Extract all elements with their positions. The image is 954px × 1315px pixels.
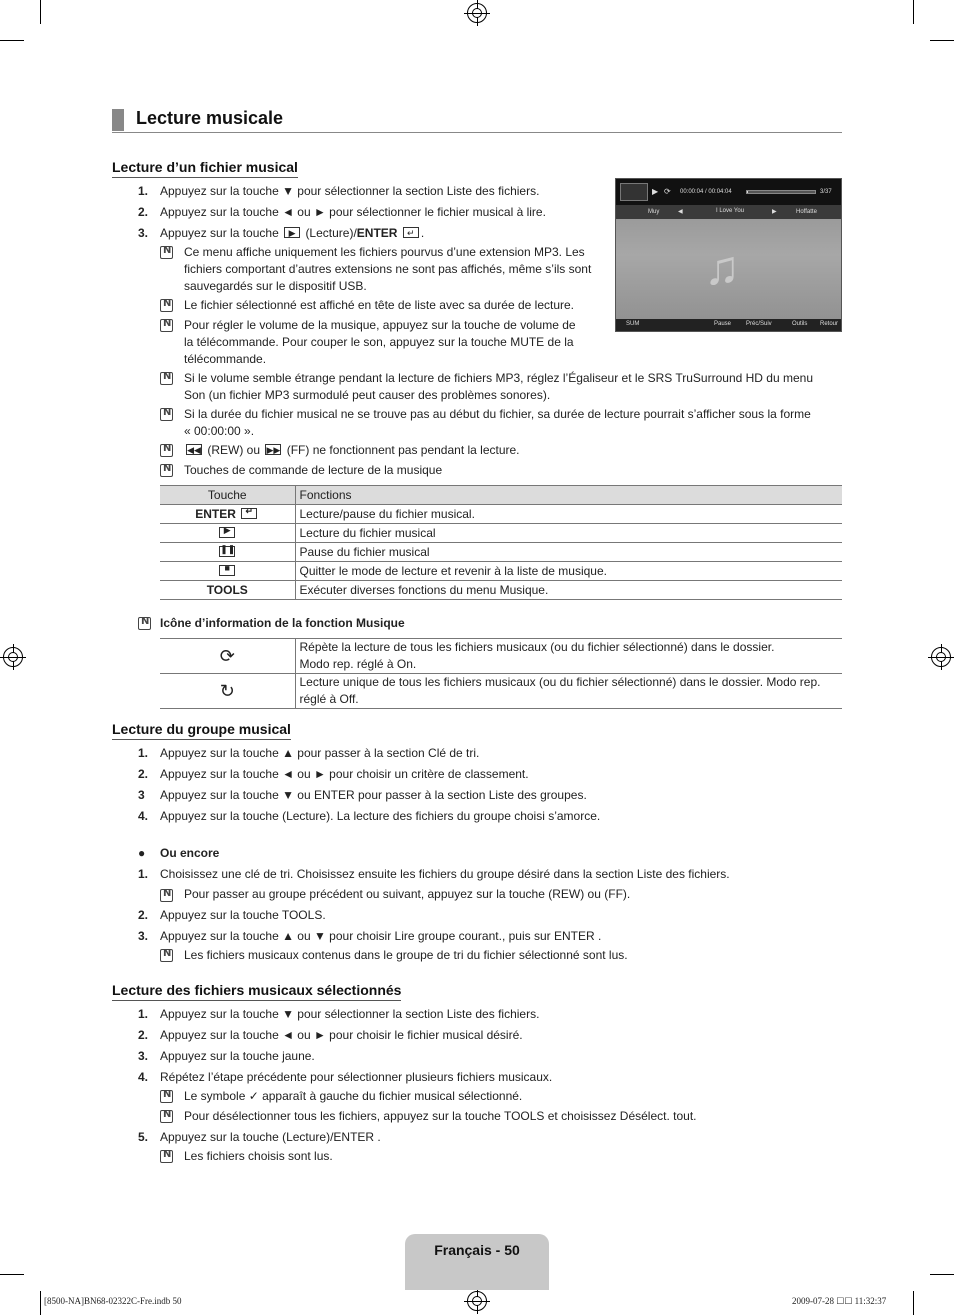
step-text: Appuyez sur la touche (Lecture)/ENTER . xyxy=(160,1130,381,1144)
repeat-icon: ⟳ xyxy=(664,187,671,196)
note-text: Pour régler le volume de la musique, appuyez sur la touche de volume de la télécommande. Pour couper le son, appuyez sur la touche MUTE de la télécommande. xyxy=(184,318,576,366)
enter-key-icon: ↵ xyxy=(403,227,419,238)
title-bar-marker xyxy=(112,109,124,131)
track-index: 3/37 xyxy=(820,189,832,195)
step-text: Appuyez sur la touche (Lecture). La lecture des fichiers du groupe choisi s’amorce. xyxy=(160,809,601,823)
registration-mark-icon xyxy=(467,1291,487,1311)
page-title xyxy=(112,108,842,133)
registration-mark-icon xyxy=(467,3,487,23)
step-number: 2. xyxy=(138,767,149,781)
step-text: Appuyez sur la touche ◄ ou ► pour choisir le fichier musical désiré. xyxy=(160,1028,523,1042)
note-text: Le fichier sélectionné est affiché en tête de liste avec sa durée de lecture. xyxy=(184,298,575,312)
note-icon xyxy=(160,372,173,385)
note-text: Ce menu affiche uniquement les fichiers pourvus d’une extension MP3. Les fichiers comportant d’autres extensions ne sont pas affichés, même s’ils sont sauvegardés sur le dispositif USB. xyxy=(184,245,592,293)
play-key-icon: ▶ xyxy=(219,527,235,538)
page-number: Français - 50 xyxy=(434,1242,520,1258)
enter-key-icon: ↵ xyxy=(241,508,257,519)
table-header: Fonctions xyxy=(295,486,842,505)
note-icon xyxy=(160,246,173,259)
icon-info-table xyxy=(160,638,842,709)
stop-key-icon: ■ xyxy=(219,565,235,576)
table-row xyxy=(160,524,842,543)
alt-title: Ou encore xyxy=(160,846,220,860)
music-note-icon: ♫ xyxy=(704,242,740,295)
play-icon: ▶ xyxy=(652,187,659,196)
play-key-icon: ▶ xyxy=(284,227,300,238)
current-track: I Love You xyxy=(716,208,745,214)
note-text: Les fichiers musicaux contenus dans le groupe de tri du fichier sélectionné sont lus. xyxy=(184,948,628,962)
prev-next-control: Préc/Suiv xyxy=(746,321,772,327)
step-number: 2. xyxy=(138,1028,149,1042)
music-player-screenshot xyxy=(615,178,842,332)
prev-track: Muy xyxy=(648,209,660,215)
crop-mark xyxy=(40,0,41,24)
page-title-text: Lecture musicale xyxy=(136,108,284,128)
note-icon xyxy=(160,464,173,477)
step-number: 1. xyxy=(138,1007,149,1021)
table-row xyxy=(160,562,842,581)
bullet-icon: ● xyxy=(138,846,146,860)
note-icon xyxy=(160,1090,173,1103)
return-control: Retour xyxy=(820,321,839,327)
step-text: Appuyez sur la touche TOOLS. xyxy=(160,908,326,922)
next-arrow-icon: ▶ xyxy=(772,209,777,215)
step-text: Appuyez sur la touche ▼ pour sélectionner la section Liste des fichiers. xyxy=(160,184,540,198)
crop-mark xyxy=(930,40,954,41)
step-number: 1. xyxy=(138,746,149,760)
crop-mark xyxy=(40,1291,41,1315)
player-top-bar xyxy=(616,179,841,205)
crop-mark xyxy=(913,1291,914,1315)
playback-time: 00:00:04 / 00:04:04 xyxy=(680,189,732,195)
crop-mark xyxy=(0,40,24,41)
registration-mark-icon xyxy=(3,647,23,667)
step-text: Appuyez sur la touche ◄ ou ► pour choisir un critère de classement. xyxy=(160,767,529,781)
note-icon xyxy=(160,1110,173,1123)
table-row xyxy=(160,581,842,600)
step-number: 1. xyxy=(138,184,149,198)
step-number: 3. xyxy=(138,929,149,943)
table-row xyxy=(160,639,842,674)
table-cell: Exécuter diverses fonctions du menu Musique. xyxy=(295,581,842,600)
player-control-bar xyxy=(616,319,841,331)
step-number: 3 xyxy=(138,788,145,802)
fast-forward-key-icon: ▶▶ xyxy=(266,445,281,455)
step-number: 4. xyxy=(138,809,149,823)
step-text: Appuyez sur la touche ▼ ou ENTER pour passer à la section Liste des groupes. xyxy=(160,788,587,802)
step-number: 3. xyxy=(138,226,149,240)
note-text: Pour passer au groupe précédent ou suivant, appuyez sur la touche (REW) ou (FF). xyxy=(184,887,631,901)
section-title-play-selected: Lecture des fichiers musicaux sélectionnés xyxy=(112,982,401,1001)
note-text: Touches de commande de lecture de la musique xyxy=(184,463,443,477)
note-icon xyxy=(160,319,173,332)
crop-mark xyxy=(930,1274,954,1275)
progress-bar xyxy=(746,190,816,194)
step-number: 2. xyxy=(138,205,149,219)
note-icon xyxy=(160,1150,173,1163)
table-cell: Pause du fichier musical xyxy=(295,543,842,562)
table-cell: ENTER ↵ xyxy=(160,505,295,524)
pause-key-icon: ❚❚ xyxy=(219,546,235,557)
note-icon xyxy=(138,617,151,630)
step-text: Appuyez sur la touche jaune. xyxy=(160,1049,315,1063)
print-slug-left: [8500-NA]BN68-02322C-Fre.indb 50 xyxy=(44,1296,182,1306)
table-row xyxy=(160,543,842,562)
step-text: Appuyez sur la touche ▲ pour passer à la section Clé de tri. xyxy=(160,746,480,760)
next-track: Hoffatte xyxy=(796,209,817,215)
note-text: Pour désélectionner tous les fichiers, appuyez sur la touche TOOLS et choisissez Désélect. tout. xyxy=(184,1109,697,1123)
table-cell: Quitter le mode de lecture et revenir à la liste de musique. xyxy=(295,562,842,581)
note-text: Si le volume semble étrange pendant la lecture de fichiers MP3, réglez l’Égaliseur et le SRS TruSurround HD du menu Son (un fichier MP3 surmodulé peut causer des problèmes sonores). xyxy=(184,371,813,402)
table-cell: TOOLS xyxy=(160,581,295,600)
note-text: ◀◀ (REW) ou ▶▶ (FF) ne fonctionnent pas pendant la lecture. xyxy=(187,443,520,457)
table-cell: Répète la lecture de tous les fichiers musicaux (ou du fichier sélectionné) dans le dossier. Modo rep. réglé à On. xyxy=(295,639,842,674)
crop-mark xyxy=(913,0,914,24)
repeat-all-icon: ⟳ xyxy=(160,639,295,674)
note-icon xyxy=(160,444,173,457)
step-text: Appuyez sur la touche ◄ ou ► pour sélectionner le fichier musical à lire. xyxy=(160,205,546,219)
page-number-tab xyxy=(405,1234,549,1290)
rewind-key-icon: ◀◀ xyxy=(187,445,201,455)
step-number: 2. xyxy=(138,908,149,922)
device-label: SUM xyxy=(626,321,640,327)
section-title-play-group: Lecture du groupe musical xyxy=(112,721,291,740)
album-art xyxy=(620,183,648,201)
registration-mark-icon xyxy=(931,647,951,667)
step-number: 5. xyxy=(138,1130,149,1144)
step-text: Appuyez sur la touche ▲ ou ▼ pour choisir Lire groupe courant., puis sur ENTER . xyxy=(160,929,602,943)
note-text: Les fichiers choisis sont lus. xyxy=(184,1149,333,1163)
table-cell: Lecture unique de tous les fichiers musicaux (ou du fichier sélectionné) dans le dossier. Modo rep. réglé à Off. xyxy=(295,674,842,709)
crop-mark xyxy=(0,1274,24,1275)
step-text: Appuyez sur la touche ▶ (Lecture)/ENTER ↵ . xyxy=(160,226,425,240)
icon-info-title: Icône d’information de la fonction Musique xyxy=(160,616,405,630)
table-cell: Lecture du fichier musical xyxy=(295,524,842,543)
step-number: 4. xyxy=(138,1070,149,1084)
table-row xyxy=(160,505,842,524)
repeat-one-icon: ↻ xyxy=(160,674,295,709)
note-icon xyxy=(160,949,173,962)
step-text: Répétez l’étape précédente pour sélectionner plusieurs fichiers musicaux. xyxy=(160,1070,553,1084)
table-cell xyxy=(160,524,295,543)
note-icon xyxy=(160,299,173,312)
table-header: Touche xyxy=(160,486,295,505)
step-number: 1. xyxy=(138,867,149,881)
pause-control: Pause xyxy=(714,321,732,327)
step-number: 3. xyxy=(138,1049,149,1063)
tools-control: Outils xyxy=(792,321,808,327)
prev-arrow-icon: ◀ xyxy=(678,209,683,215)
table-cell xyxy=(160,562,295,581)
note-text: Le symbole ✓ apparaît à gauche du fichier musical sélectionné. xyxy=(184,1089,523,1103)
table-cell: Lecture/pause du fichier musical. xyxy=(295,505,842,524)
table-cell xyxy=(160,543,295,562)
controls-table xyxy=(160,485,842,600)
track-nav-bar xyxy=(616,205,841,219)
step-text: Appuyez sur la touche ▼ pour sélectionner la section Liste des fichiers. xyxy=(160,1007,540,1021)
note-text: Si la durée du fichier musical ne se trouve pas au début du fichier, sa durée de lecture pourrait s’afficher sous la forme « 00:00:00 ». xyxy=(184,407,811,438)
note-icon xyxy=(160,408,173,421)
step-text: Choisissez une clé de tri. Choisissez ensuite les fichiers du groupe désiré dans la section Liste des fichiers. xyxy=(160,867,730,881)
note-icon xyxy=(160,889,173,902)
section-title-play-file: Lecture d’un fichier musical xyxy=(112,159,298,178)
print-slug-right: 2009-07-28 ☐☐ 11:32:37 xyxy=(792,1296,887,1306)
table-row xyxy=(160,674,842,709)
